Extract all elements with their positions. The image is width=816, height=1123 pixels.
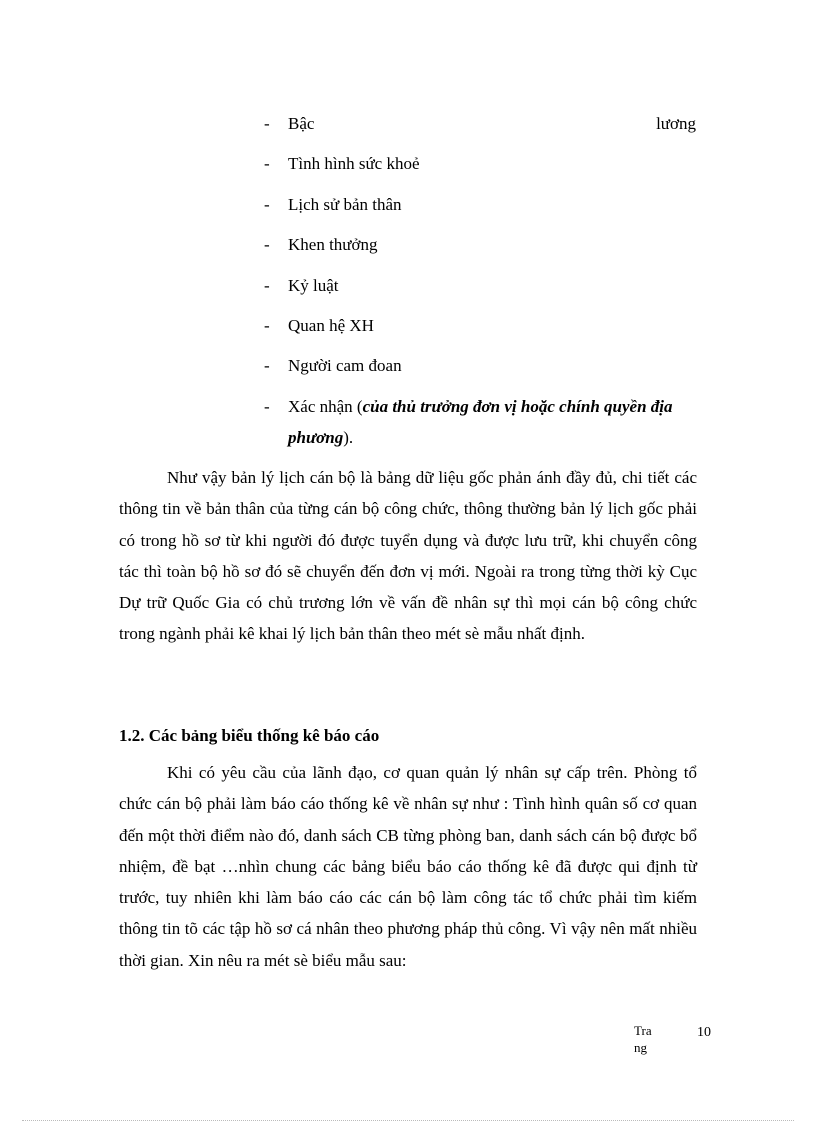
- paragraph-bao-cao: Khi có yêu cầu của lãnh đạo, cơ quan quản lý nhân sự cấp trên. Phòng tổ chức cán bộ phải làm báo cáo thống kê về nhân sự như : Tình hình quân số cơ quan đến một thời điểm nào đó, danh sách CB từng phòng ban, danh sách cán bộ được bổ nhiệm, đề bạt …nhìn chung các bảng biểu báo cáo thống kê đã được qui định từ trước, tuy nhiên khi làm báo cáo các cán bộ làm công tác tổ chức phải tìm kiếm thông tin tõ các tập hồ sơ cá nhân theo phương pháp thủ công. Vì vậy nên mất nhiều thời gian. Xin nêu ra mét sè biểu mẫu sau:: [119, 763, 697, 970]
- footer-divider: [22, 1120, 794, 1121]
- bullet-dash: -: [264, 356, 270, 375]
- bullet-text: Tình hình sức khoẻ: [288, 154, 420, 173]
- bullet-text: Bậc: [288, 114, 315, 133]
- bullet-text-after: ).: [343, 428, 354, 447]
- page-label: Trang: [634, 1023, 652, 1055]
- bullet-text: Kỷ luật: [288, 276, 339, 295]
- bullet-text: [288, 391, 696, 453]
- section-heading: 1.2. Các bảng biểu thống kê báo cáo: [119, 726, 380, 745]
- bullet-dash: -: [264, 235, 270, 254]
- bullet-text: Khen thưởng: [288, 235, 378, 254]
- bullet-text: Lịch sử bản thân: [288, 195, 402, 214]
- bullet-item-xac-nhan: [264, 391, 696, 453]
- paragraph-ly-lich: Như vậy bản lý lịch cán bộ là bảng dữ liệu gốc phản ánh đầy đủ, chi tiết các thông tin về bản thân của từng cán bộ công chức, thông thường bản lý lịch gốc phải có trong hồ sơ từ khi người đó được tuyển dụng và được lưu trữ, khi chuyển công tác thì toàn bộ hồ sơ đó sẽ chuyển đến đơn vị mới. Ngoài ra trong từng thời kỳ Cục Dự trữ Quốc Gia có chủ trương lớn về vấn đề nhân sự thì mọi cán bộ công chức trong ngành phải kê khai lý lịch bản thân theo mét sè mẫu nhất định.: [119, 468, 697, 644]
- bullet-dash: -: [264, 195, 270, 214]
- bullet-dash: -: [264, 316, 270, 335]
- bullet-text-right: lương: [656, 114, 696, 133]
- page-number: 10: [697, 1025, 711, 1040]
- bullet-text-before: Xác nhận (: [288, 397, 363, 416]
- bullet-text: Quan hệ XH: [288, 316, 374, 335]
- bullet-dash: -: [264, 114, 270, 133]
- bullet-text: Người cam đoan: [288, 356, 402, 375]
- bullet-text-emphasis: của thủ trưởng đơn vị hoặc chính quyền địa phương: [288, 397, 673, 447]
- bullet-dash: -: [264, 154, 270, 173]
- bullet-dash: -: [264, 276, 270, 295]
- bullet-dash: -: [264, 397, 270, 416]
